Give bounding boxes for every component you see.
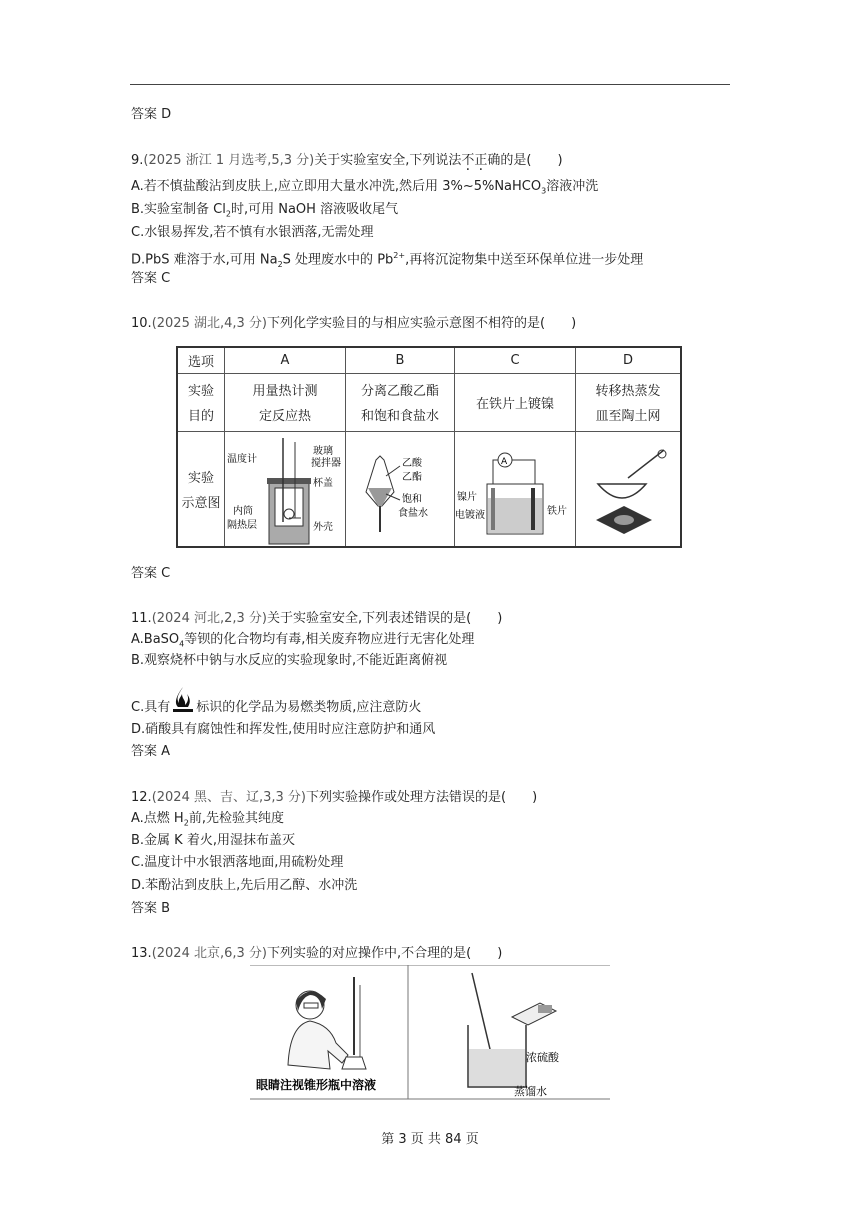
evaporating-dish-diagram <box>576 432 680 546</box>
q11-stem-text: 关于实验室安全,下列表述错误的是( <box>267 611 472 626</box>
q12-stem-end: ) <box>532 790 538 805</box>
water-level <box>469 1049 525 1086</box>
conical-flask <box>342 1057 366 1069</box>
label-distilled-water: 蒸馏水 <box>514 1085 547 1098</box>
q11-c-pre: C.具有 <box>131 700 171 715</box>
cell-purpose-label <box>177 373 225 431</box>
q11-stem-end: ) <box>497 611 503 626</box>
titration-illustration <box>256 977 376 1092</box>
lab-coat <box>288 1021 348 1069</box>
cell-header-c: C <box>455 347 576 373</box>
q9-d-sup: 2+ <box>393 251 406 260</box>
cell-header-d: D <box>576 347 682 373</box>
q9-emph-1: 不 <box>461 153 475 168</box>
q11-option-a <box>131 632 474 653</box>
q10-stem-text: 下列化学实验目的与相应实验示意图不相符的是( <box>267 316 546 331</box>
q13-num: 13. <box>131 946 152 961</box>
label-solution: 电镀液 <box>455 509 485 521</box>
label-inner: 内筒 <box>233 505 253 517</box>
q9-stem <box>131 153 563 169</box>
q10-table <box>176 346 682 548</box>
q11-stem <box>131 611 502 627</box>
q9-option-b <box>131 202 398 223</box>
q11-option-b: B.观察烧杯中钠与水反应的实验现象时,不能近距离俯视 <box>131 653 448 668</box>
q9-d-text: D.PbS 难溶于水,可用 Na <box>131 252 278 268</box>
diagram-label-1: 实验 <box>187 470 214 486</box>
q12-source: (2024 黑、吉、辽,3,3 分) <box>151 790 306 805</box>
q10-stem-end: ) <box>571 316 577 331</box>
q9-option-a <box>131 179 598 200</box>
q9-b-text: B.实验室制备 Cl <box>131 202 226 217</box>
q11-a-sub: 4 <box>179 639 185 649</box>
cell-diagram-label <box>177 431 225 547</box>
q9-a-sub: 3 <box>541 186 547 196</box>
q12-stem <box>131 790 537 806</box>
q13-stem <box>131 946 502 962</box>
q9-a-text: A.若不慎盐酸沾到皮肤上,应立即用大量水冲洗,然后用 3%~5%NaHCO <box>131 179 542 194</box>
label-stirrer: 搅拌器 <box>311 457 341 469</box>
table-row-diagram <box>177 431 681 547</box>
q9-num: 9. <box>131 153 144 168</box>
q9-stem-a: 关于实验室安全,下列说法 <box>314 153 462 168</box>
answer-prev: 答案 D <box>131 107 172 122</box>
q11-option-c <box>131 700 421 716</box>
label-thermometer: 温度计 <box>227 453 257 465</box>
purpose-a-2: 定反应热 <box>258 409 311 424</box>
q12-option-c: C.温度计中水银洒落地面,用硫粉处理 <box>131 855 344 870</box>
flammable-icon <box>170 685 196 715</box>
q9-option-c: C.水银易挥发,若不慎有水银洒落,无需处理 <box>131 225 374 240</box>
purpose-label-2: 目的 <box>187 409 214 424</box>
purpose-d-1: 转移热蒸发 <box>595 384 661 399</box>
tongs <box>628 450 664 478</box>
q12-option-a <box>131 811 284 832</box>
q12-option-d: D.苯酚沾到皮肤上,先后用乙醇、水冲洗 <box>131 878 358 893</box>
ammeter-label: A <box>501 456 508 467</box>
q9-stem-b: 确的是( <box>487 153 532 168</box>
cell-diagram-c <box>455 431 576 547</box>
cell-diagram-b <box>346 431 455 547</box>
cell-purpose-c: 在铁片上镀镍 <box>455 373 576 431</box>
q11-a-text: A.BaSO <box>131 632 180 647</box>
q12-answer: 答案 B <box>131 901 171 916</box>
label-conc-sulfuric: 浓硫酸 <box>526 1051 559 1064</box>
q11-answer: 答案 A <box>131 744 171 759</box>
separatory-funnel-diagram <box>346 432 454 546</box>
q10-stem <box>131 316 576 332</box>
purpose-b-2: 和饱和食盐水 <box>360 409 439 424</box>
q9-answer: 答案 C <box>131 271 171 286</box>
label-saturated: 饱和 <box>402 493 422 505</box>
q11-num: 11. <box>131 611 152 626</box>
calorimeter-diagram <box>225 432 345 546</box>
cell-diagram-d <box>576 431 682 547</box>
diagram-label-2: 示意图 <box>181 495 221 511</box>
q11-option-d: D.硝酸具有腐蚀性和挥发性,使用时应注意防护和通风 <box>131 722 436 737</box>
q9-b-post: 时,可用 NaOH 溶液吸收尾气 <box>230 202 399 217</box>
cell-purpose-b <box>346 373 455 431</box>
pointer-upper <box>386 466 400 476</box>
table-row-purpose <box>177 373 681 431</box>
lid <box>267 478 311 484</box>
purpose-b-1: 分离乙酸乙酯 <box>360 384 439 399</box>
q10-source: (2025 湖北,4,3 分) <box>151 316 267 331</box>
q9-stem-c: ) <box>557 153 563 168</box>
inner-cup <box>275 488 303 526</box>
label-glass: 玻璃 <box>313 445 333 457</box>
label-ester: 乙酯 <box>402 471 422 483</box>
purpose-d-2: 皿至陶土网 <box>595 409 661 424</box>
q12-a-sub: 2 <box>183 818 189 828</box>
q13-stem-text: 下列实验的对应操作中,不合理的是( <box>267 946 472 961</box>
cell-header-a: A <box>225 347 346 373</box>
q9-d-post: ,再将沉淀物集中送至环保单位进一步处理 <box>405 252 644 268</box>
electroplating-diagram <box>455 432 575 546</box>
label-acid: 乙酸 <box>402 457 422 469</box>
q9-d-mid: S 处理废水中的 Pb <box>282 252 394 268</box>
evaporating-dish <box>598 484 646 498</box>
q9-option-d <box>131 248 643 273</box>
q12-a-text: A.点燃 H <box>131 811 184 826</box>
cell-option-label: 选项 <box>177 347 225 373</box>
q13-stem-end: ) <box>497 946 503 961</box>
q10-answer: 答案 C <box>131 566 171 581</box>
label-lid: 杯盖 <box>313 477 333 489</box>
label-shell: 外壳 <box>313 521 333 533</box>
q13-figure <box>250 965 610 1100</box>
iron-plate <box>531 488 535 530</box>
nickel-plate <box>491 488 495 530</box>
cell-purpose-d <box>576 373 682 431</box>
q9-d-sub: 2 <box>277 259 283 269</box>
cell-purpose-a <box>225 373 346 431</box>
bottle-label <box>538 1005 552 1013</box>
label-nickel: 镍片 <box>457 491 477 503</box>
mesh-center <box>614 515 634 525</box>
page-footer: 第 3 页 共 84 页 <box>381 1132 479 1147</box>
q11-a-post: 等钡的化合物均有毒,相关废弃物应进行无害化处理 <box>184 632 475 647</box>
q10-num: 10. <box>131 316 152 331</box>
table-row-header <box>177 347 681 373</box>
q9-emph-2: 正 <box>474 153 488 168</box>
cell-diagram-a <box>225 431 346 547</box>
q12-num: 12. <box>131 790 152 805</box>
purpose-a-1: 用量热计测 <box>252 384 318 399</box>
label-brine: 食盐水 <box>398 507 428 519</box>
purpose-label-1: 实验 <box>187 384 214 399</box>
q9-source: (2025 浙江 1 月选考,5,3 分) <box>143 153 315 168</box>
q11-source: (2024 河北,2,3 分) <box>151 611 267 626</box>
q9-b-sub: 2 <box>225 209 231 219</box>
q12-stem-text: 下列实验操作或处理方法错误的是( <box>306 790 507 805</box>
q11-c-post: 标识的化学品为易燃类物质,应注意防火 <box>196 700 422 715</box>
header-rule <box>130 84 730 85</box>
dilution-illustration <box>468 973 560 1098</box>
cell-header-b: B <box>346 347 455 373</box>
label-insulation: 隔热层 <box>227 519 257 531</box>
q12-a-post: 前,先检验其纯度 <box>188 811 284 826</box>
left-caption: 眼睛注视锥形瓶中溶液 <box>256 1078 377 1092</box>
q13-source: (2024 北京,6,3 分) <box>151 946 267 961</box>
label-iron: 铁片 <box>547 505 567 517</box>
q9-a-post: 溶液冲洗 <box>546 179 599 194</box>
q12-option-b: B.金属 K 着火,用湿抹布盖灭 <box>131 833 295 848</box>
